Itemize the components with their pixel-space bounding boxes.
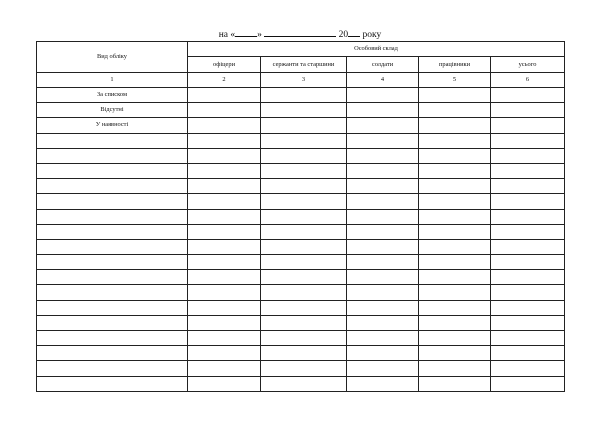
value-cell (419, 270, 491, 285)
date-quote-close: » (257, 30, 262, 40)
date-prefix: на « (218, 30, 236, 40)
value-cell (347, 148, 419, 163)
value-cell (188, 133, 261, 148)
value-cell (188, 209, 261, 224)
value-cell (261, 285, 347, 300)
value-cell (419, 300, 491, 315)
value-cell (261, 133, 347, 148)
value-cell (261, 118, 347, 133)
register-table (36, 41, 565, 392)
value-cell (188, 376, 261, 391)
table-row (37, 209, 565, 224)
value-cell (261, 163, 347, 178)
value-cell (261, 103, 347, 118)
value-cell (419, 148, 491, 163)
table-row (37, 88, 565, 103)
value-cell (188, 224, 261, 239)
value-cell (347, 346, 419, 361)
total-header: усього (491, 57, 565, 73)
personnel-group-header: Особовий склад (188, 42, 565, 57)
value-cell (188, 361, 261, 376)
row-label-cell: За списком (37, 88, 188, 103)
table-row (37, 118, 565, 133)
value-cell (347, 133, 419, 148)
table-row (37, 270, 565, 285)
value-cell (419, 331, 491, 346)
value-cell (347, 224, 419, 239)
value-cell (347, 331, 419, 346)
value-cell (419, 346, 491, 361)
table-row (37, 331, 565, 346)
value-cell (188, 315, 261, 330)
value-cell (419, 118, 491, 133)
value-cell (419, 361, 491, 376)
value-cell (188, 194, 261, 209)
value-cell (347, 163, 419, 178)
value-cell (347, 285, 419, 300)
value-cell (491, 224, 565, 239)
soldiers-header: солдати (347, 57, 419, 73)
value-cell (261, 346, 347, 361)
value-cell (419, 209, 491, 224)
row-label-cell: У наявності (37, 118, 188, 133)
header-row-top (37, 42, 565, 57)
row-label-cell (37, 194, 188, 209)
value-cell (491, 285, 565, 300)
row-label-cell (37, 376, 188, 391)
value-cell (491, 209, 565, 224)
value-cell (491, 270, 565, 285)
value-cell (261, 224, 347, 239)
record-type-header: Вид обліку (37, 42, 188, 73)
table-row (37, 315, 565, 330)
value-cell (347, 270, 419, 285)
value-cell (491, 239, 565, 254)
value-cell (491, 315, 565, 330)
value-cell (261, 179, 347, 194)
value-cell (347, 194, 419, 209)
table-row (37, 346, 565, 361)
value-cell (261, 270, 347, 285)
value-cell (347, 315, 419, 330)
value-cell (491, 179, 565, 194)
row-label-cell (37, 209, 188, 224)
value-cell (188, 88, 261, 103)
value-cell (419, 315, 491, 330)
row-label-cell (37, 163, 188, 178)
table-row (37, 361, 565, 376)
column-number: 6 (491, 73, 565, 88)
row-label-cell (37, 179, 188, 194)
value-cell (188, 103, 261, 118)
value-cell (261, 331, 347, 346)
value-cell (188, 239, 261, 254)
row-label-cell (37, 239, 188, 254)
column-number: 4 (347, 73, 419, 88)
table-row (37, 103, 565, 118)
value-cell (347, 239, 419, 254)
value-cell (491, 118, 565, 133)
value-cell (419, 224, 491, 239)
value-cell (188, 331, 261, 346)
value-cell (261, 148, 347, 163)
value-cell (347, 300, 419, 315)
value-cell (188, 346, 261, 361)
value-cell (491, 88, 565, 103)
row-label-cell (37, 346, 188, 361)
row-label-cell (37, 133, 188, 148)
table-row (37, 148, 565, 163)
row-label-cell (37, 285, 188, 300)
value-cell (188, 118, 261, 133)
row-label-cell (37, 300, 188, 315)
value-cell (491, 300, 565, 315)
value-cell (491, 163, 565, 178)
column-number: 1 (37, 73, 188, 88)
value-cell (261, 376, 347, 391)
value-cell (188, 179, 261, 194)
value-cell (419, 88, 491, 103)
value-cell (188, 163, 261, 178)
value-cell (261, 361, 347, 376)
table-row (37, 163, 565, 178)
value-cell (347, 209, 419, 224)
row-label-cell (37, 148, 188, 163)
value-cell (491, 133, 565, 148)
table-row (37, 133, 565, 148)
value-cell (491, 346, 565, 361)
column-number-row (37, 73, 565, 88)
value-cell (188, 270, 261, 285)
value-cell (188, 148, 261, 163)
value-cell (188, 285, 261, 300)
officers-header: офіцери (188, 57, 261, 73)
row-label-cell: Відсутні (37, 103, 188, 118)
value-cell (188, 255, 261, 270)
year-suffix: року (362, 30, 382, 40)
table-row (37, 300, 565, 315)
value-cell (261, 194, 347, 209)
table-row (37, 376, 565, 391)
column-number: 2 (188, 73, 261, 88)
value-cell (419, 376, 491, 391)
column-number: 5 (419, 73, 491, 88)
value-cell (419, 285, 491, 300)
value-cell (491, 331, 565, 346)
year-century: 20 (338, 30, 349, 40)
value-cell (491, 376, 565, 391)
sergeants-header: сержанти та старшини (261, 57, 347, 73)
value-cell (491, 361, 565, 376)
row-label-cell (37, 224, 188, 239)
table-row (37, 239, 565, 254)
value-cell (419, 255, 491, 270)
table-row (37, 194, 565, 209)
value-cell (261, 315, 347, 330)
value-cell (491, 255, 565, 270)
value-cell (491, 194, 565, 209)
value-cell (261, 88, 347, 103)
month-blank (264, 27, 336, 37)
value-cell (419, 163, 491, 178)
value-cell (261, 255, 347, 270)
value-cell (419, 179, 491, 194)
value-cell (419, 239, 491, 254)
value-cell (347, 376, 419, 391)
value-cell (261, 239, 347, 254)
value-cell (347, 88, 419, 103)
table-row (37, 224, 565, 239)
table-row (37, 255, 565, 270)
table-row (37, 179, 565, 194)
value-cell (347, 255, 419, 270)
value-cell (347, 361, 419, 376)
row-label-cell (37, 270, 188, 285)
date-line (0, 27, 600, 41)
row-label-cell (37, 361, 188, 376)
employees-header: працівники (419, 57, 491, 73)
value-cell (419, 133, 491, 148)
value-cell (347, 179, 419, 194)
year-blank (348, 27, 360, 37)
value-cell (491, 103, 565, 118)
column-number: 3 (261, 73, 347, 88)
value-cell (419, 194, 491, 209)
row-label-cell (37, 331, 188, 346)
value-cell (347, 103, 419, 118)
value-cell (261, 209, 347, 224)
value-cell (419, 103, 491, 118)
table-row (37, 285, 565, 300)
value-cell (347, 118, 419, 133)
value-cell (261, 300, 347, 315)
value-cell (491, 148, 565, 163)
row-label-cell (37, 255, 188, 270)
value-cell (188, 300, 261, 315)
day-blank (235, 27, 257, 37)
row-label-cell (37, 315, 188, 330)
